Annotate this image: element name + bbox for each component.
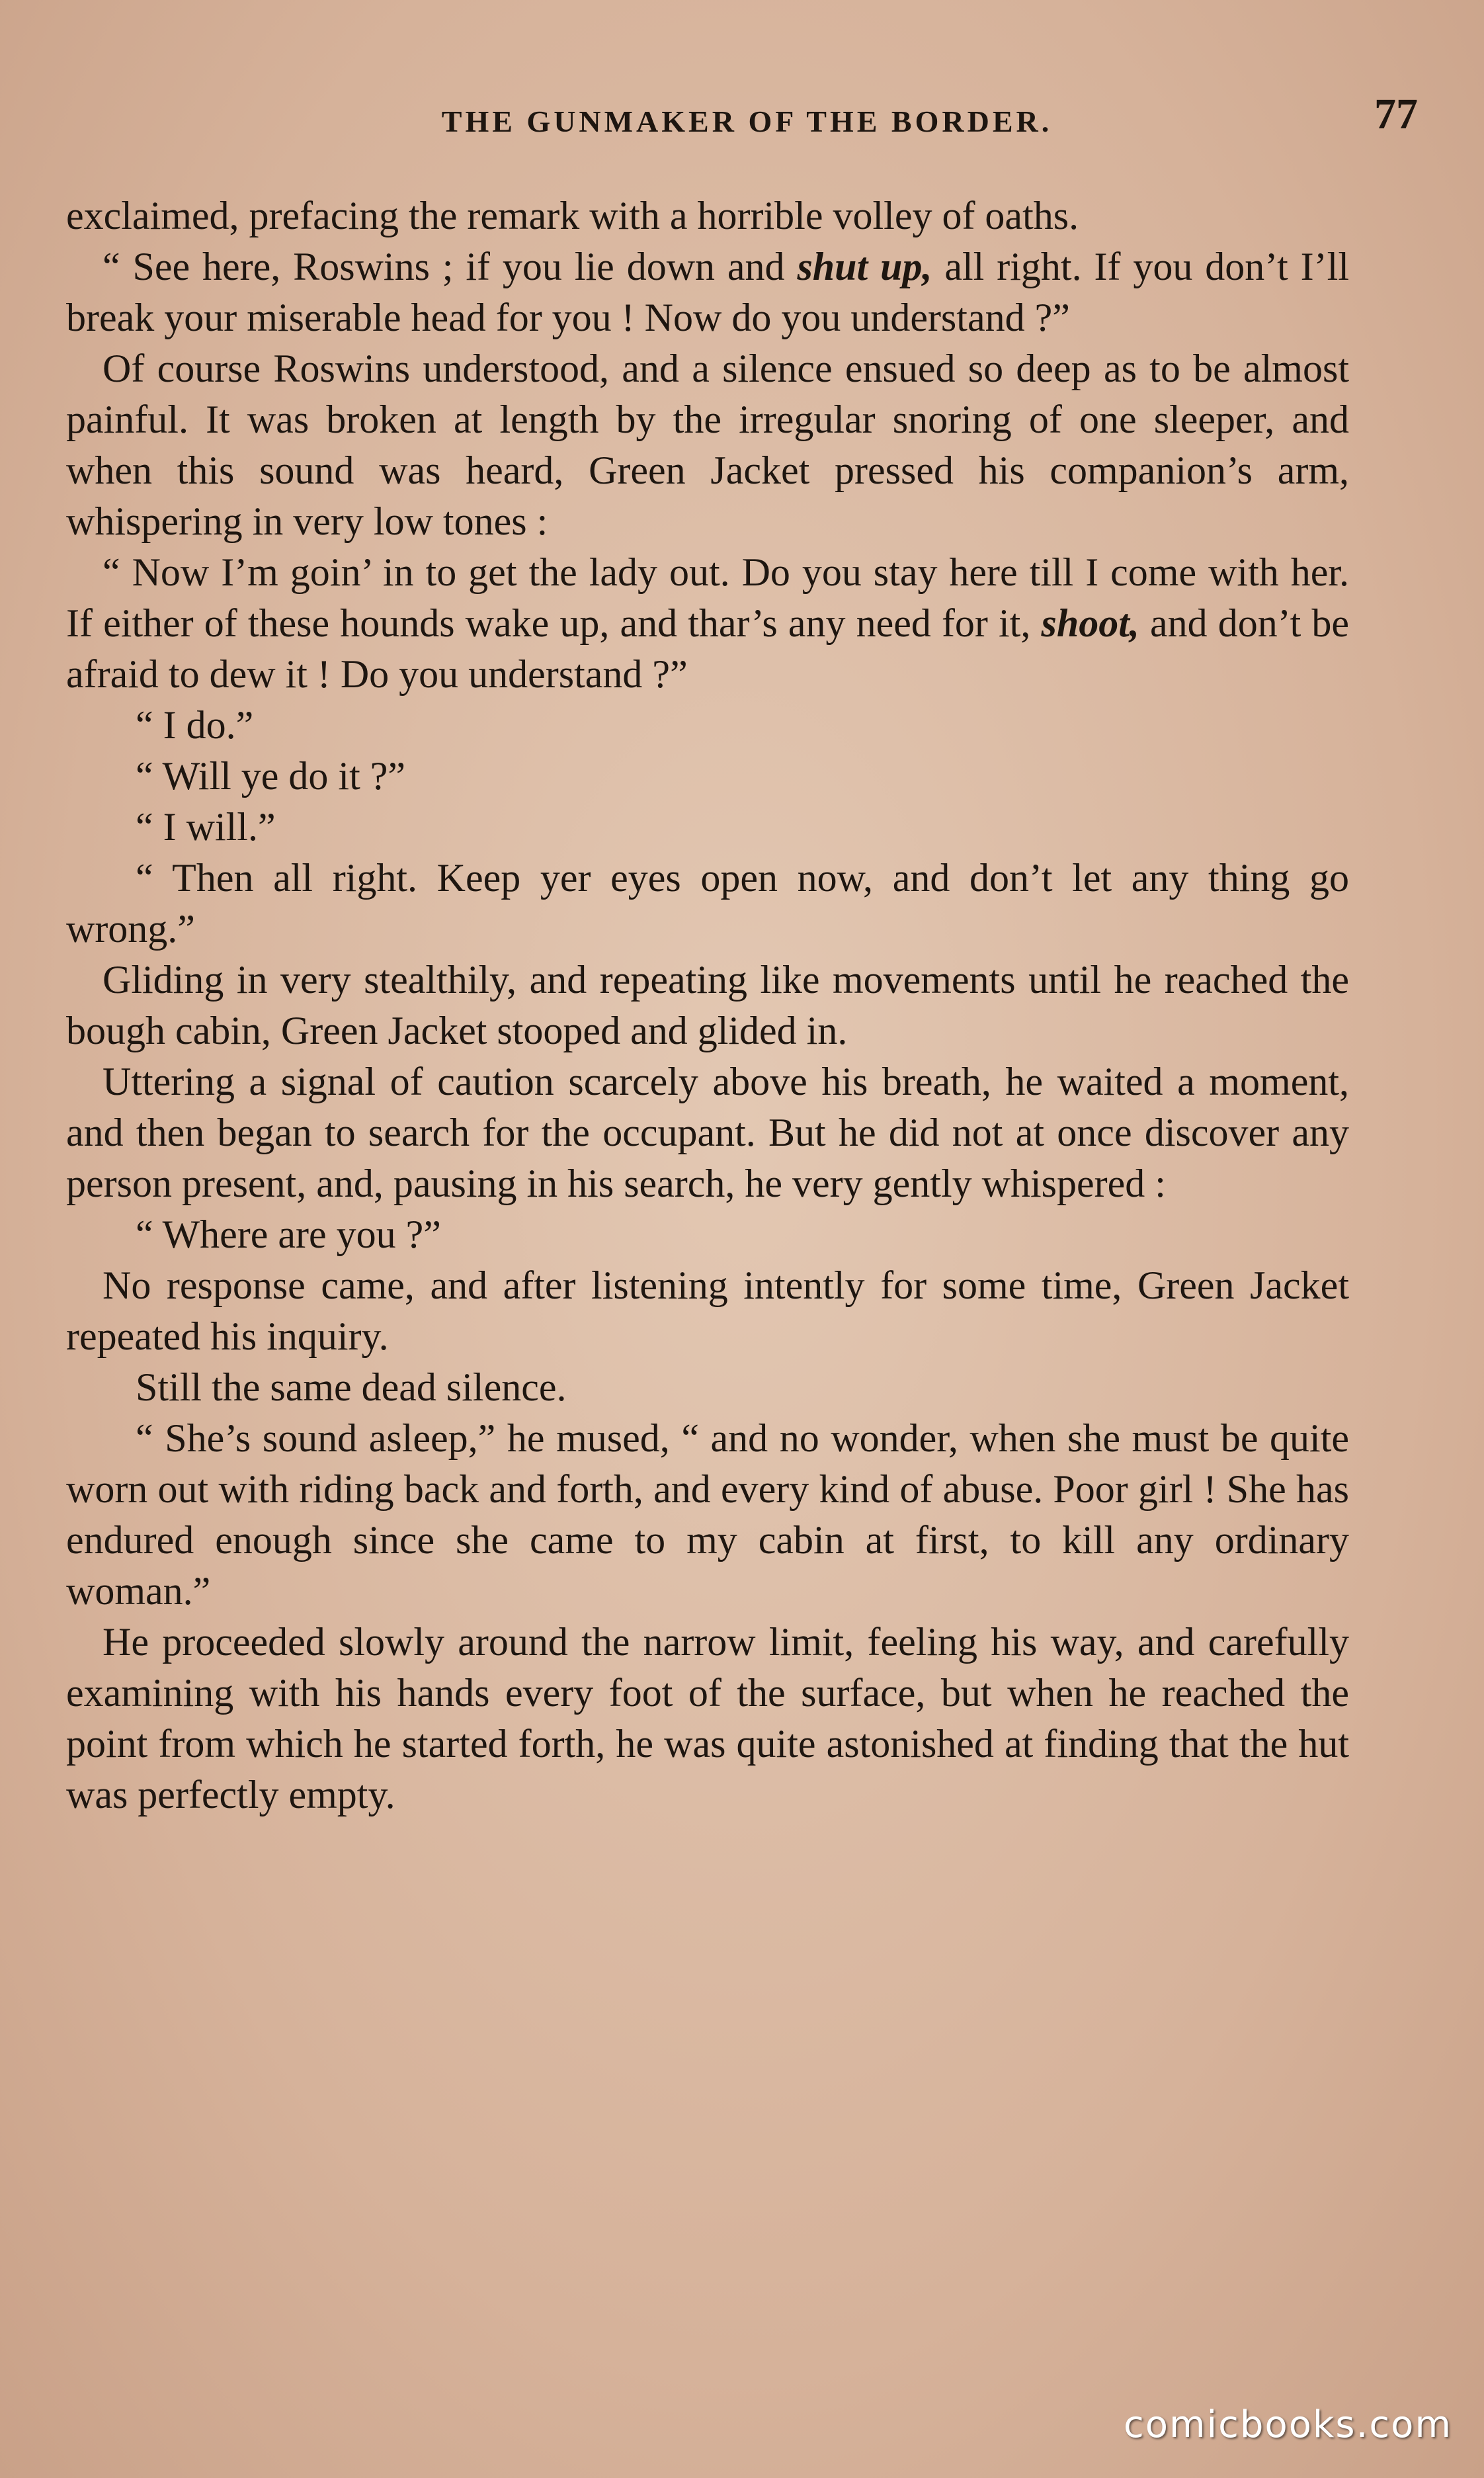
paragraph: Of course Roswins understood, and a silence ensued so deep as to be almost painful. It was broken at length by the irregular snoring of one sleeper, and when this sound was heard, Green Jacket pressed his companion’s arm, whispering in very low tones : bbox=[66, 347, 1349, 543]
paragraph: “ I do.” bbox=[136, 703, 254, 747]
emphasis: shut up, bbox=[797, 245, 932, 288]
page-number: 77 bbox=[1374, 90, 1418, 138]
paragraph: No response came, and after listening intently for some time, Green Jacket repeated his inquiry. bbox=[66, 1263, 1349, 1358]
paragraph: “ See here, Roswins ; if you lie down and shut up, all right. If you don’t I’ll break your miserable head for you ! Now do you understand ?” bbox=[66, 245, 1349, 339]
emphasis: shoot, bbox=[1041, 601, 1139, 645]
watermark: comicbooks.com bbox=[1123, 2403, 1452, 2446]
paragraph: “ I will.” bbox=[136, 805, 276, 849]
paragraph: “ Then all right. Keep yer eyes open now, and don’t let any thing go wrong.” bbox=[66, 856, 1349, 951]
paragraph: “ Where are you ?” bbox=[136, 1213, 441, 1256]
paragraph: Uttering a signal of caution scarcely above his breath, he waited a moment, and then began to search for the occupant. But he did not at once discover any person present, and, pausing in his search, he very gently whispered : bbox=[66, 1060, 1349, 1205]
paragraph: Gliding in very stealthily, and repeating like movements until he reached the bough cabin, Green Jacket stooped and glided in. bbox=[66, 958, 1349, 1052]
paragraph: “ She’s sound asleep,” he mused, “ and no wonder, when she must be quite worn out with riding back and forth, and every kind of abuse. Poor girl ! She has endured enough since she came to my cabin at first, to kill any ordinary woman.” bbox=[66, 1416, 1349, 1613]
paragraph: “ Will ye do it ?” bbox=[136, 754, 406, 798]
running-head bbox=[66, 89, 1428, 142]
paragraph: exclaimed, prefacing the remark with a horrible volley of oaths. bbox=[66, 194, 1079, 237]
paragraph: “ Now I’m goin’ in to get the lady out. Do you stay here till I come with her. If either of these hounds wake up, and thar’s any need for it, shoot, and don’t be afraid to dew it ! Do you understand ?” bbox=[66, 550, 1350, 696]
body-text bbox=[66, 191, 1349, 1820]
paragraph: He proceeded slowly around the narrow limit, feeling his way, and carefully examining with his hands every foot of the surface, but when he reached the point from which he started forth, he was quite astonished at finding that the hut was perfectly empty. bbox=[66, 1620, 1349, 1816]
running-head-title: THE GUNMAKER OF THE BORDER. bbox=[441, 105, 1053, 138]
paragraph: Still the same dead silence. bbox=[136, 1365, 567, 1409]
